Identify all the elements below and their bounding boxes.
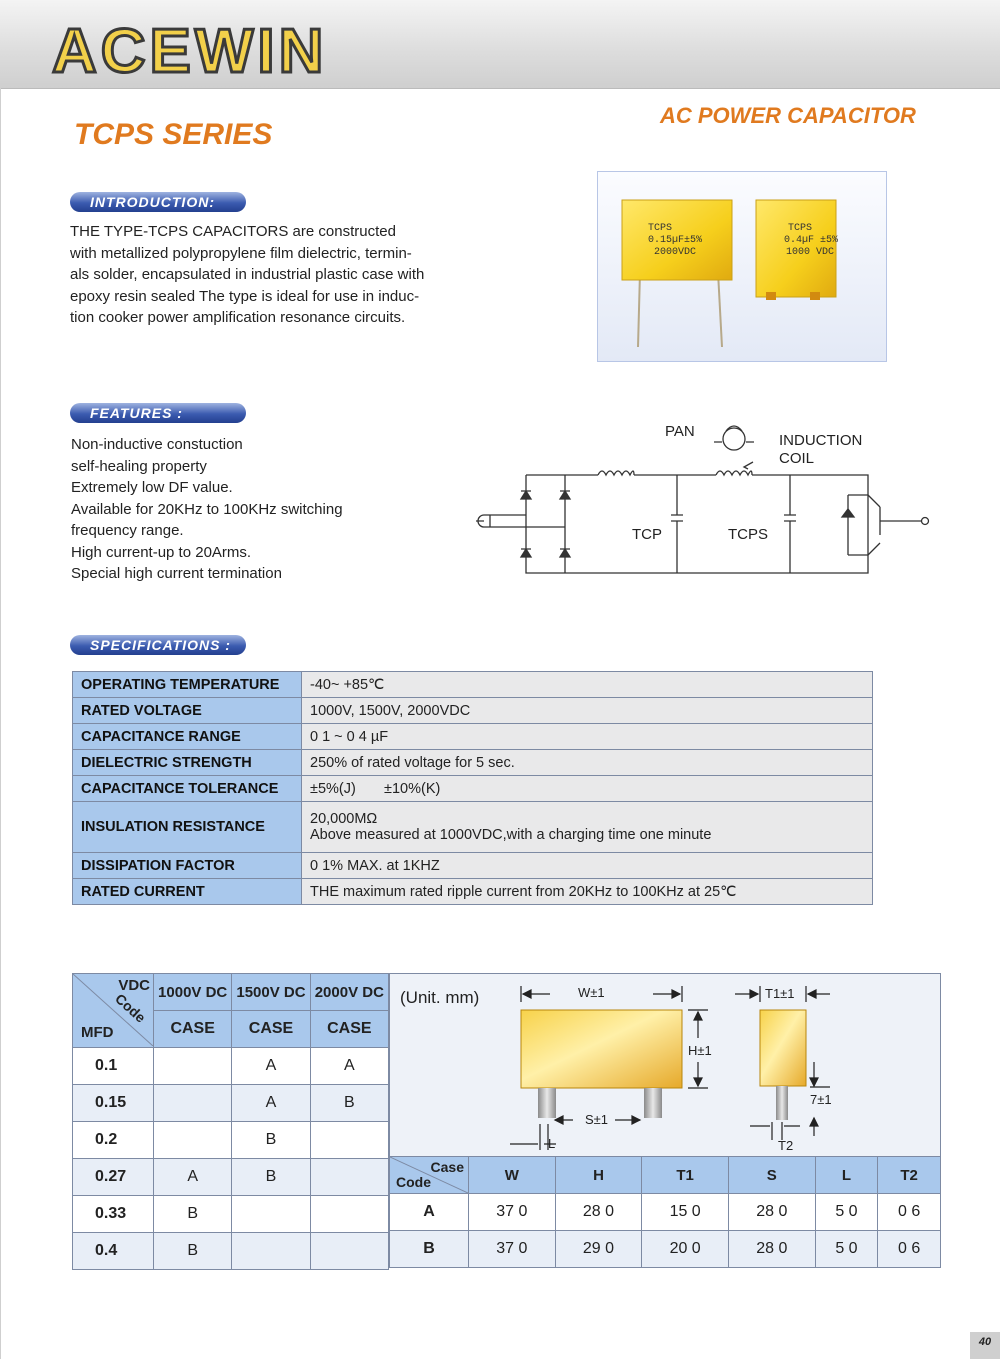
column-header: T2 <box>878 1157 941 1194</box>
intro-line: THE TYPE-TCPS CAPACITORS are constructed <box>70 223 396 240</box>
unit-label: (Unit. mm) <box>400 988 480 1007</box>
corner-code: Code <box>112 990 149 1026</box>
intro-paragraph <box>70 221 470 329</box>
spec-key: CAPACITANCE RANGE <box>73 724 302 750</box>
page-number: 40 <box>970 1332 1000 1359</box>
spec-key: RATED CURRENT <box>73 879 302 905</box>
case-cell: B <box>232 1159 310 1196</box>
spec-value: 0 1% MAX. at 1KHZ <box>302 853 873 879</box>
spec-key: INSULATION RESISTANCE <box>73 802 302 853</box>
label-induction: INDUCTION <box>779 432 863 449</box>
corner-case: Case <box>430 1159 464 1175</box>
table-row <box>73 1233 389 1270</box>
dim-cell: 37 0 <box>469 1231 556 1268</box>
case-cell <box>232 1196 310 1233</box>
cap2-voltage: 1000 VDC <box>786 247 835 258</box>
spec-value: -40~ +85℃ <box>302 672 873 698</box>
case-cell <box>232 1233 310 1270</box>
dim-7: 7±1 <box>810 1092 832 1107</box>
dim-cell: 28 0 <box>555 1194 642 1231</box>
mfd-value: 0.1 <box>73 1048 154 1085</box>
cap1-voltage: 2000VDC <box>654 247 697 258</box>
dim-cell: 20 0 <box>642 1231 729 1268</box>
spec-key: CAPACITANCE TOLERANCE <box>73 776 302 802</box>
case-cell <box>310 1122 388 1159</box>
spec-row <box>73 776 873 802</box>
table-row <box>73 1196 389 1233</box>
feature-item: Special high current termination <box>71 565 282 582</box>
table-row <box>73 1159 389 1196</box>
spec-value: 250% of rated voltage for 5 sec. <box>302 750 873 776</box>
case-cell: B <box>154 1196 232 1233</box>
dim-cell: 28 0 <box>728 1231 815 1268</box>
spec-row <box>73 724 873 750</box>
category-title: AC POWER CAPACITOR <box>660 103 916 128</box>
case-cell: B <box>154 1233 232 1270</box>
table-row <box>73 1048 389 1085</box>
intro-heading: INTRODUCTION: <box>70 192 246 212</box>
case-cell: A <box>232 1085 310 1122</box>
dimension-table <box>389 1156 941 1268</box>
voltage-header: 1000V DC <box>154 974 232 1011</box>
spec-key: RATED VOLTAGE <box>73 698 302 724</box>
dim-s: S±1 <box>585 1112 609 1127</box>
spec-value: 1000V, 1500V, 2000VDC <box>302 698 873 724</box>
dim-h: H±1 <box>688 1043 712 1058</box>
case-cell: A <box>154 1159 232 1196</box>
column-header: S <box>728 1157 815 1194</box>
mfd-value: 0.2 <box>73 1122 154 1159</box>
dim-cell: 15 0 <box>642 1194 729 1231</box>
spec-row <box>73 672 873 698</box>
dim-cell: 37 0 <box>469 1194 556 1231</box>
table-row <box>73 1085 389 1122</box>
voltage-header: 2000V DC <box>310 974 388 1011</box>
column-header: T1 <box>642 1157 729 1194</box>
product-photo <box>597 171 887 362</box>
dim-cell: 28 0 <box>728 1194 815 1231</box>
specs-heading: SPECIFICATIONS : <box>70 635 246 655</box>
spec-key: OPERATING TEMPERATURE <box>73 672 302 698</box>
header-row <box>73 974 389 1011</box>
case-cell <box>310 1159 388 1196</box>
cap2-value: 0.4µF ±5% <box>784 235 839 246</box>
case-header: CASE <box>154 1011 232 1048</box>
brand-logo: ACEWIN <box>52 17 328 86</box>
spec-row <box>73 802 873 853</box>
feature-item: High current-up to 20Arms. <box>71 543 252 561</box>
case-cell <box>310 1196 388 1233</box>
label-pan: PAN <box>665 423 695 440</box>
corner-vdc: VDC <box>118 977 150 994</box>
spec-value-note: Above measured at 1000VDC,with a charging time one minute <box>310 827 712 843</box>
spec-row <box>73 879 873 905</box>
circuit-diagram <box>470 415 940 585</box>
dim-cell: 0 6 <box>878 1231 941 1268</box>
table-row <box>73 1122 389 1159</box>
cap1-brand: TCPS <box>648 223 673 234</box>
mfd-value: 0.4 <box>73 1233 154 1270</box>
label-tcp: TCP <box>632 526 662 543</box>
corner-cell <box>390 1157 469 1194</box>
feature-item: Non-inductive constuction <box>71 436 243 453</box>
voltage-header: 1500V DC <box>232 974 310 1011</box>
corner-mfd: MFD <box>81 1024 114 1041</box>
case-header: CASE <box>310 1011 388 1048</box>
cap1-value: 0.15µF±5% <box>648 235 703 246</box>
column-header: H <box>555 1157 642 1194</box>
feature-item: self-healing property <box>71 457 207 475</box>
dim-w: W±1 <box>578 985 605 1000</box>
spec-row <box>73 698 873 724</box>
intro-line: tion cooker power amplification resonance circuits. <box>70 309 406 326</box>
corner-code: Code <box>396 1174 431 1190</box>
feature-item: frequency range. <box>71 522 184 539</box>
case-cell: B <box>232 1122 310 1159</box>
dim-cell: 5 0 <box>815 1231 878 1268</box>
dimension-svg <box>390 974 942 1157</box>
case-code: A <box>390 1194 469 1231</box>
table-row <box>390 1231 941 1268</box>
case-cell: A <box>232 1048 310 1085</box>
feature-item: Available for 20KHz to 100KHz switching <box>71 500 343 518</box>
dim-t1: T1±1 <box>765 986 795 1001</box>
case-cell: B <box>310 1085 388 1122</box>
spec-value: ±5%(J) ±10%(K) <box>302 776 873 802</box>
dim-cell: 29 0 <box>555 1231 642 1268</box>
intro-line: als solder, encapsulated in industrial plastic case with <box>70 266 425 283</box>
case-cell <box>154 1122 232 1159</box>
series-title: TCPS SERIES <box>74 118 273 151</box>
header-row <box>390 1157 941 1194</box>
mfd-value: 0.33 <box>73 1196 154 1233</box>
dim-t2: T2 <box>778 1138 794 1153</box>
table-row <box>390 1194 941 1231</box>
corner-cell <box>73 974 154 1048</box>
features-list <box>71 434 343 585</box>
case-code: B <box>390 1231 469 1268</box>
spec-table <box>72 671 873 905</box>
intro-line: with metallized polypropylene film dielectric, termin- <box>70 244 412 262</box>
spec-row <box>73 750 873 776</box>
spec-key: DISSIPATION FACTOR <box>73 853 302 879</box>
label-tcps: TCPS <box>728 526 769 543</box>
case-selection-table <box>72 973 389 1270</box>
spec-value: 20,000MΩ <box>310 811 378 827</box>
features-heading: FEATURES : <box>70 403 246 423</box>
case-cell <box>154 1048 232 1085</box>
spec-row <box>73 853 873 879</box>
spec-value-multi <box>302 802 873 853</box>
spec-value: THE maximum rated ripple current from 20KHz to 100KHz at 25℃ <box>302 879 873 905</box>
cap2-brand: TCPS <box>788 223 813 234</box>
dimension-drawing <box>389 973 941 1156</box>
spec-value: 0 1 ~ 0 4 µF <box>302 724 873 750</box>
case-header: CASE <box>232 1011 310 1048</box>
intro-line: epoxy resin sealed The type is ideal for use in induc- <box>70 287 420 305</box>
case-cell <box>310 1233 388 1270</box>
spec-key: DIELECTRIC STRENGTH <box>73 750 302 776</box>
label-coil: COIL <box>779 450 815 467</box>
dim-l: L <box>548 1136 556 1151</box>
mfd-value: 0.15 <box>73 1085 154 1122</box>
case-cell: A <box>310 1048 388 1085</box>
dim-cell: 0 6 <box>878 1194 941 1231</box>
mfd-value: 0.27 <box>73 1159 154 1196</box>
feature-item: Extremely low DF value. <box>71 479 233 496</box>
dim-cell: 5 0 <box>815 1194 878 1231</box>
column-header: L <box>815 1157 878 1194</box>
case-cell <box>154 1085 232 1122</box>
column-header: W <box>469 1157 556 1194</box>
left-rule <box>0 88 1 1359</box>
